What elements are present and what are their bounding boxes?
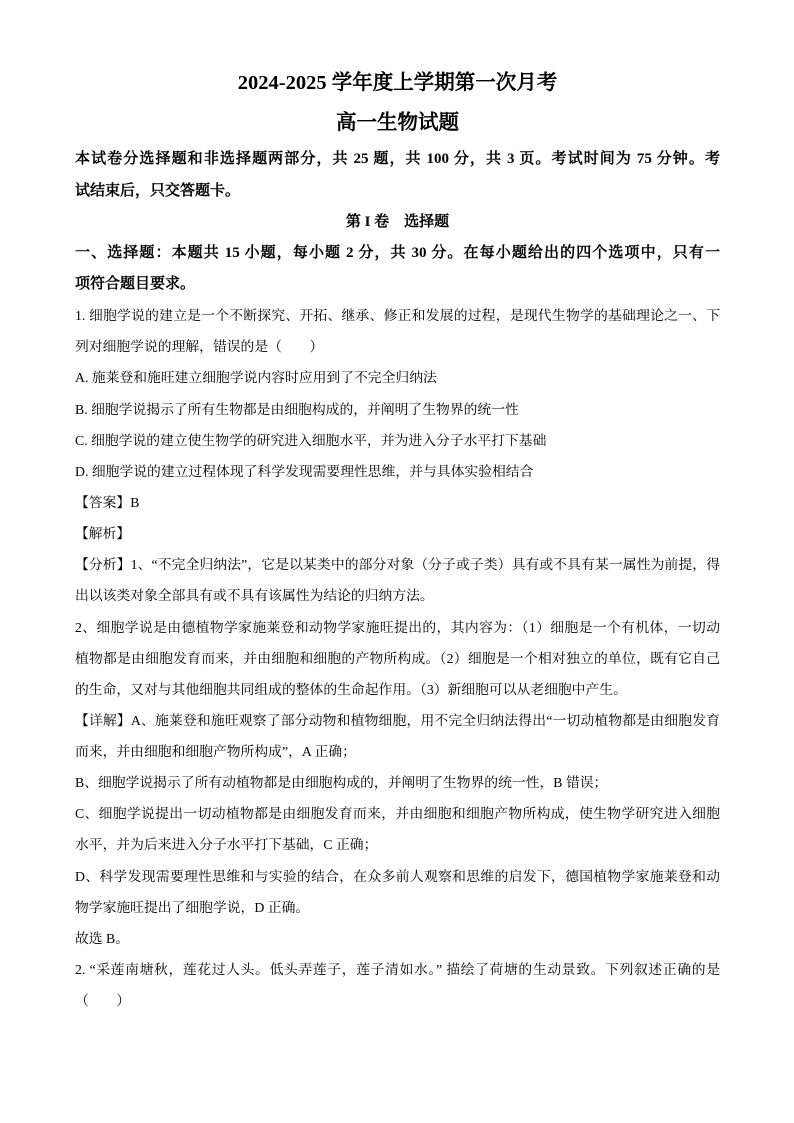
detail-text: A、施莱登和施旺观察了部分动物和植物细胞，用不完全归纳法得出“一切动植物都是由细胞发育 bbox=[130, 712, 720, 728]
option-text: 细胞学说的建立过程体现了科学发现需要理性思维，并与具体实验相结合 bbox=[91, 463, 534, 479]
page-content bbox=[75, 63, 720, 1016]
option-text: 施莱登和施旺建立细胞学说内容时应用到了不完全归纳法 bbox=[91, 370, 437, 386]
section-heading: 第 I 卷 选择题 bbox=[345, 213, 450, 230]
option-label: C. bbox=[75, 432, 88, 448]
explanation-label: 【解析】 bbox=[75, 526, 131, 542]
answer-label: 【答案】 bbox=[75, 494, 131, 510]
option-c bbox=[75, 425, 720, 456]
analysis-line: 2、细胞学说是由德植物学家施莱登和动物学家施旺提出的，其内容为：（1）细胞是一个有机体，一切动 bbox=[75, 619, 720, 635]
detail-line: C、细胞学说提出一切动植物都是由细胞发育而来，并由细胞和细胞产物所构成，使生物学研究进入细胞 bbox=[75, 806, 720, 822]
detail-line bbox=[75, 705, 720, 736]
analysis-label: 【分析】 bbox=[75, 557, 131, 573]
analysis-line: 出以该类对象全部具有或不具有该属性为结论的归纳方法。 bbox=[75, 588, 434, 604]
question-number: 1. bbox=[75, 308, 86, 324]
option-a bbox=[75, 362, 720, 393]
option-text: 细胞学说的建立使生物学的研究进入细胞水平，并为进入分子水平打下基础 bbox=[91, 432, 547, 448]
detail-line: 水平，并为后来进入分子水平打下基础，C 正确； bbox=[75, 837, 378, 853]
answer-value: B bbox=[130, 494, 140, 510]
analysis-line bbox=[75, 549, 720, 580]
detail-line: D、科学发现需要理性思维和与实验的结合，在众多前人观察和思维的启发下，德国植物学家施莱登和动 bbox=[75, 868, 720, 884]
detail-line: B、细胞学说揭示了所有动植物都是由细胞构成的，并阐明了生物界的统一性，B 错误； bbox=[75, 775, 608, 791]
question-number: 2. bbox=[75, 962, 86, 978]
section-intro-line: 一、选择题：本题共 15 小题，每小题 2 分，共 30 分。在每小题给出的四个选项中，只有一 bbox=[75, 244, 720, 261]
question-2-stem-line bbox=[75, 954, 720, 985]
section-intro-line: 项符合题目要求。 bbox=[75, 275, 196, 292]
analysis-line: 植物都是由细胞发育而来，并由细胞和细胞的产物所构成。（2）细胞是一个相对独立的单位，既有它自己 bbox=[75, 650, 720, 666]
answer-line bbox=[75, 487, 720, 518]
option-b bbox=[75, 394, 720, 425]
option-d bbox=[75, 456, 720, 487]
question-1-stem-line: 列对细胞学说的理解，错误的是（ ） bbox=[75, 339, 324, 355]
analysis-line: 的生命，又对与其他细胞共同组成的整体的生命起作用。（3）新细胞可以从老细胞中产生。 bbox=[75, 681, 627, 697]
detail-line: 物学家施旺提出了细胞学说，D 正确。 bbox=[75, 899, 310, 915]
detail-label: 【详解】 bbox=[75, 712, 131, 728]
question-stem-text: 细胞学说的建立是一个不断探究、开拓、继承、修正和发展的过程，是现代生物学的基础理论之一、下 bbox=[89, 308, 720, 324]
conclusion-line: 故选 B。 bbox=[75, 930, 130, 946]
option-label: D. bbox=[75, 463, 89, 479]
option-label: A. bbox=[75, 370, 89, 386]
question-1-stem-line bbox=[75, 300, 720, 331]
analysis-text: 1、“不完全归纳法”，它是以某类中的部分对象（分子或子类）具有或不具有某一属性为前提，得 bbox=[130, 557, 720, 573]
instructions-line: 试结束后，只交答题卡。 bbox=[75, 182, 241, 199]
detail-line: 而来，并由细胞和细胞产物所构成”，A 正确； bbox=[75, 744, 356, 760]
instructions-line: 本试卷分选择题和非选择题两部分，共 25 题，共 100 分，共 3 页。考试时间为 75 分钟。考 bbox=[75, 151, 720, 168]
question-stem-text: “采莲南塘秋，莲花过人头。低头弄莲子，莲子清如水。” 描绘了荷塘的生动景致。下列叙述正确的是 bbox=[89, 962, 720, 978]
exam-title: 2024-2025 学年度上学期第一次月考 bbox=[237, 72, 558, 94]
exam-subject-title: 高一生物试题 bbox=[336, 112, 459, 134]
option-label: B. bbox=[75, 401, 88, 417]
option-text: 细胞学说揭示了所有生物都是由细胞构成的，并阐明了生物界的统一性 bbox=[91, 401, 519, 417]
question-2-stem-line: （ ） bbox=[75, 993, 131, 1009]
